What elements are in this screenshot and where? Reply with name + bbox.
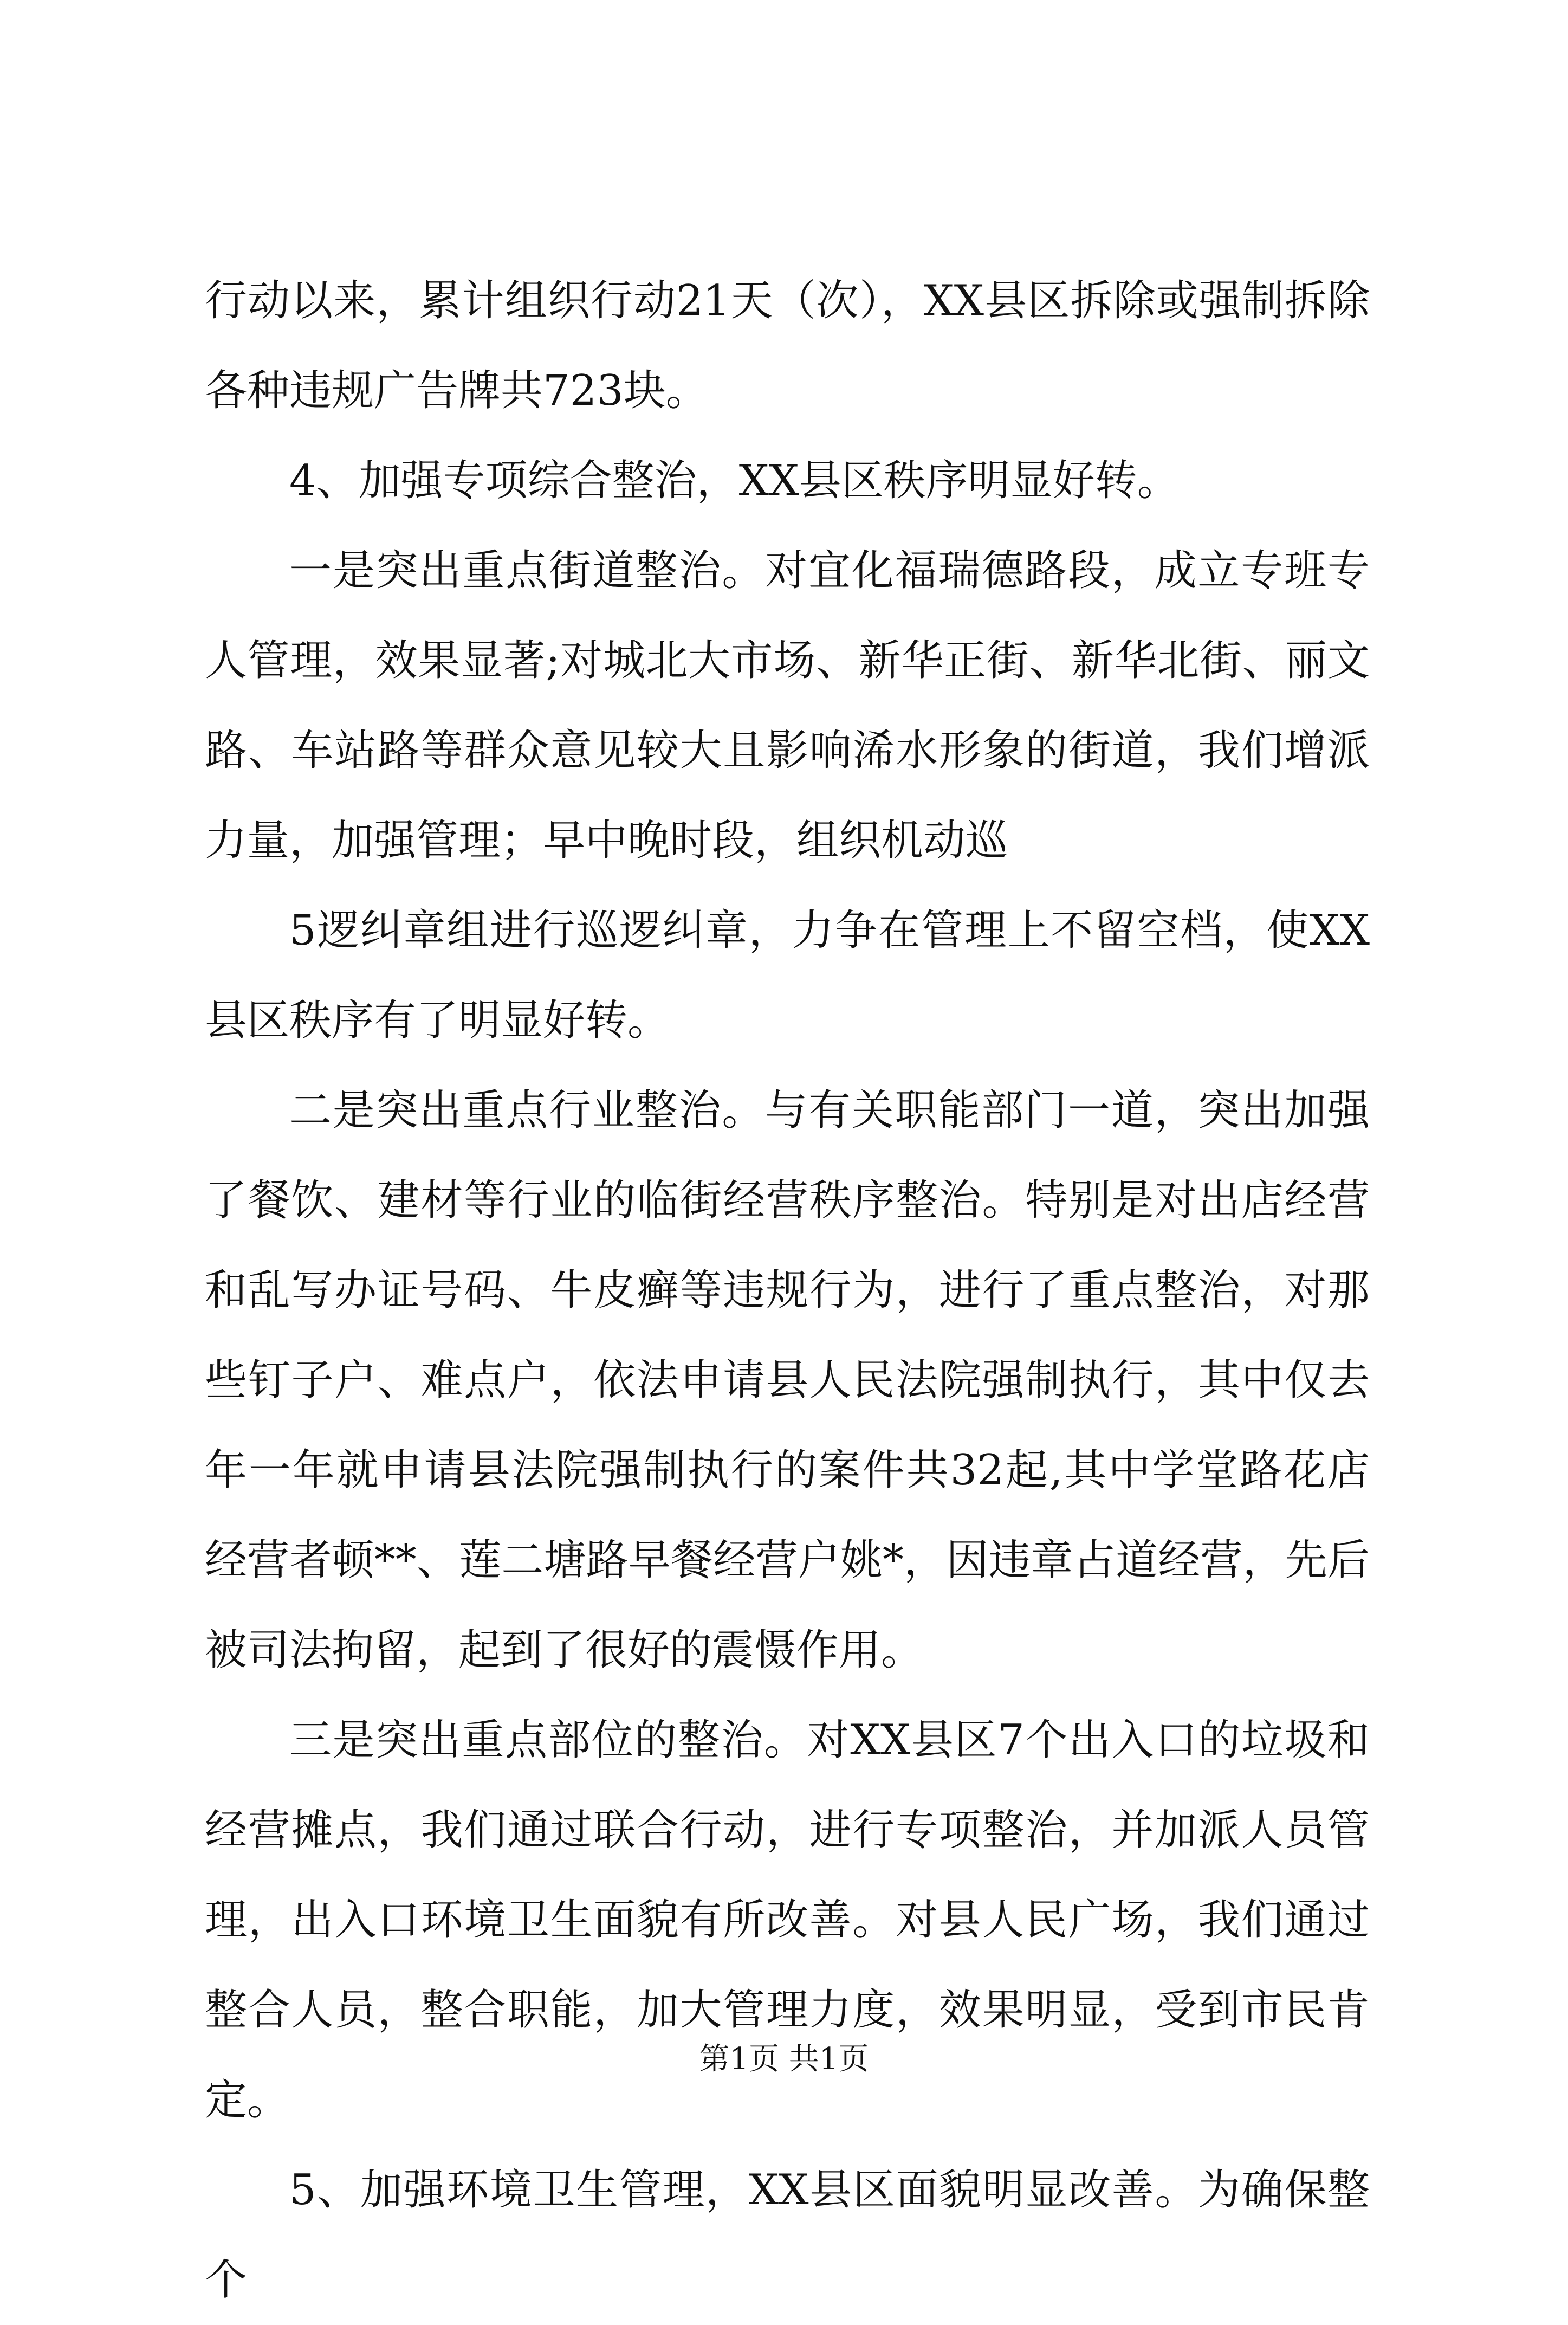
paragraph-7: 5、加强环境卫生管理，XX县区面貌明显改善。为确保整个	[205, 2166, 1370, 2304]
paragraph-1: 行动以来，累计组织行动21天（次），XX县区拆除或强制拆除各种违规广告牌共723块。	[205, 276, 1370, 415]
page-number-footer: 第1页 共1页	[699, 2042, 869, 2077]
paragraph-6: 三是突出重点部位的整治。对XX县区7个出入口的垃圾和经营摊点，我们通过联合行动，进行专项整治，并加派人员管理，出入口环境卫生面貌有所改善。对县人民广场，我们通过整合人员，整合职能，加大管理力度，效果明显，受到市民肯定。	[205, 1716, 1370, 2124]
document-body	[205, 256, 1370, 2325]
paragraph-4: 5逻纠章组进行巡逻纠章，力争在管理上不留空档，使XX县区秩序有了明显好转。	[205, 906, 1370, 1045]
paragraph-3: 一是突出重点街道整治。对宜化福瑞德路段，成立专班专人管理，效果显著;对城北大市场、新华正街、新华北街、丽文路、车站路等群众意见较大且影响浠水形象的街道，我们增派力量，加强管理；早中晚时段，组织机动巡	[205, 546, 1370, 865]
paragraph-5: 二是突出重点行业整治。与有关职能部门一道，突出加强了餐饮、建材等行业的临街经营秩序整治。特别是对出店经营和乱写办证号码、牛皮癣等违规行为，进行了重点整治，对那些钉子户、难点户，依法申请县人民法院强制执行，其中仅去年一年就申请县法院强制执行的案件共32起,其中学堂路花店经营者顿**、莲二塘路早餐经营户姚*，因违章占道经营，先后被司法拘留，起到了很好的震慑作用。	[205, 1086, 1370, 1675]
paragraph-2: 4、加强专项综合整治，XX县区秩序明显好转。	[289, 456, 1180, 505]
